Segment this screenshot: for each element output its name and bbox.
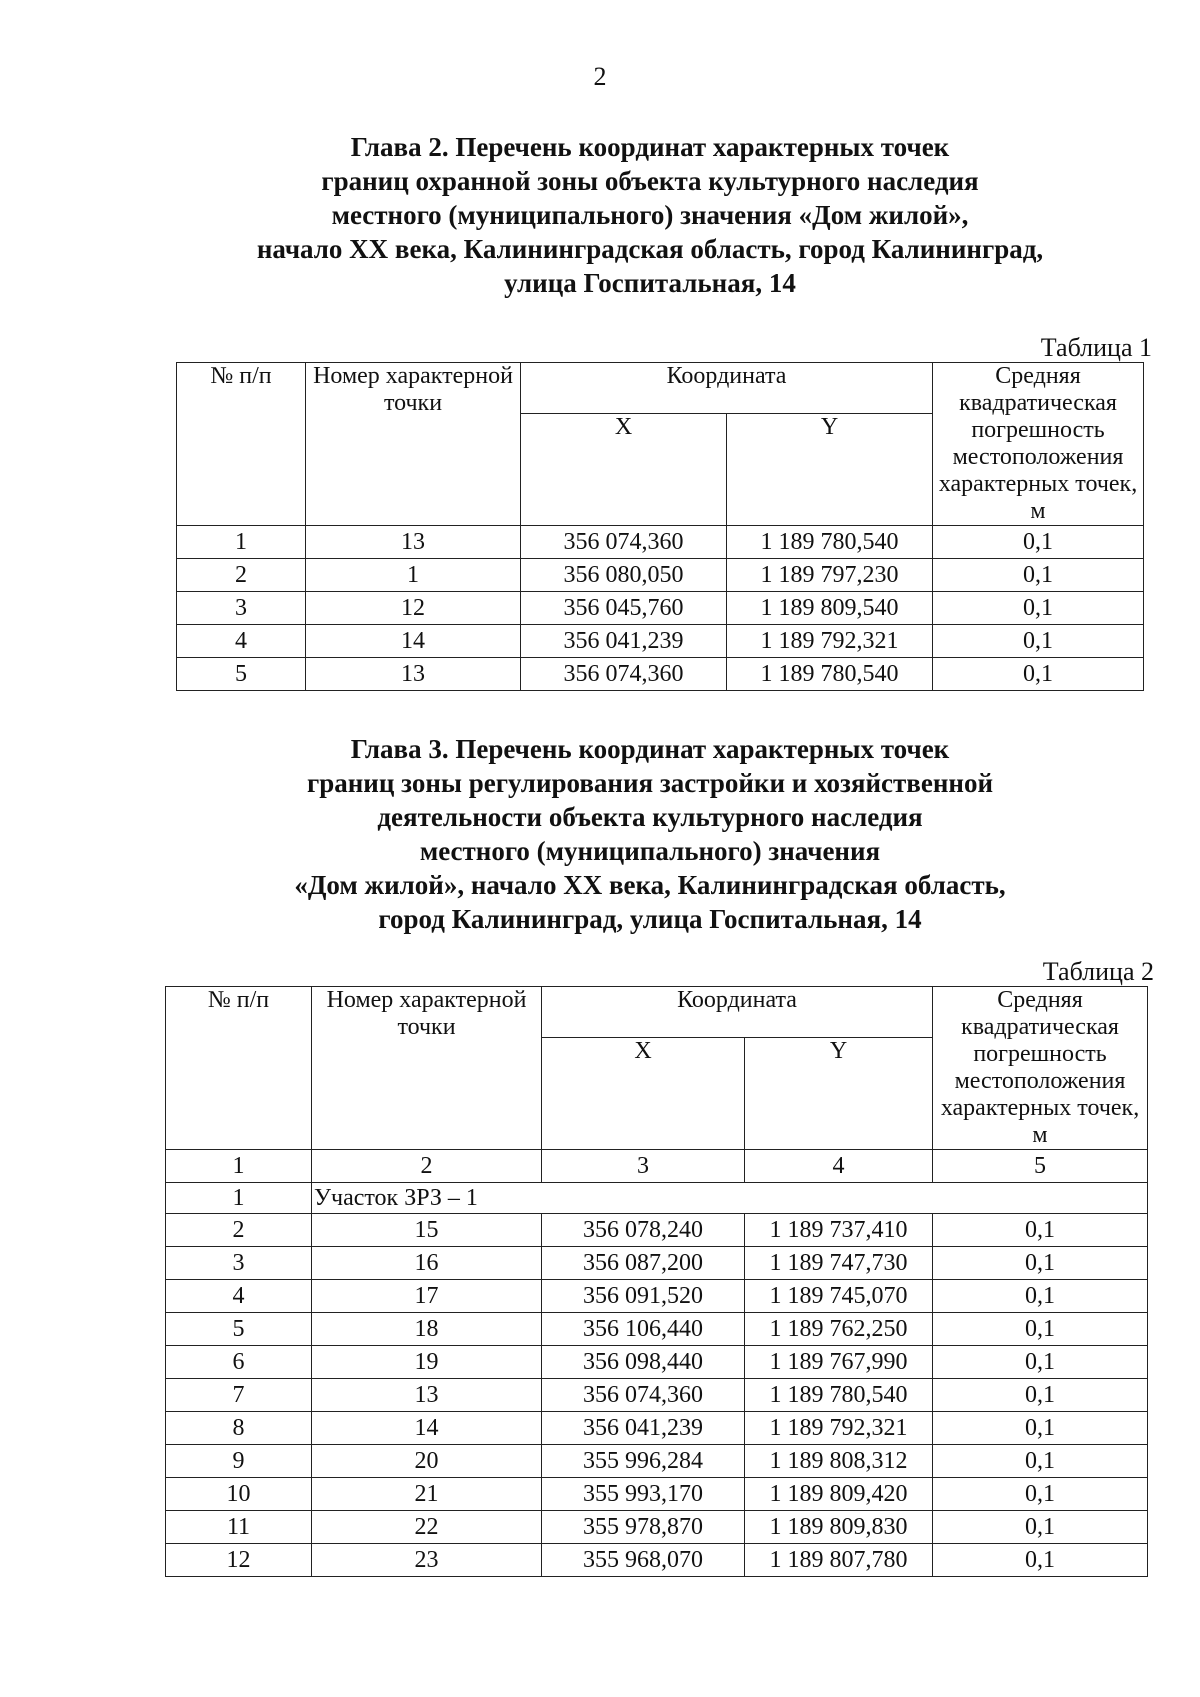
header-y: Y [727,414,933,526]
cell-num: 5 [177,658,306,691]
column-number: 4 [745,1150,933,1183]
cell-error: 0,1 [933,1412,1148,1445]
cell-x: 355 978,870 [542,1511,745,1544]
cell-x: 356 041,239 [521,625,727,658]
title-line: границ зоны регулирования застройки и хозяйственной [306,768,994,798]
chapter-3-title [150,732,1150,936]
cell-error: 0,1 [933,1379,1148,1412]
header-num: № п/п [177,363,306,526]
cell-x: 355 996,284 [542,1445,745,1478]
cell-y: 1 189 797,230 [727,559,933,592]
table-row [177,625,1144,658]
cell-error: 0,1 [933,592,1144,625]
cell-num: 6 [166,1346,312,1379]
title-line: город Калининград, улица Госпитальная, 14 [378,904,922,934]
cell-x: 356 087,200 [542,1247,745,1280]
table-row [166,1544,1148,1577]
table-row [166,1412,1148,1445]
column-number: 5 [933,1150,1148,1183]
cell-error: 0,1 [933,658,1144,691]
cell-num: 10 [166,1478,312,1511]
header-x: X [521,414,727,526]
cell-num: 1 [177,526,306,559]
cell-error: 0,1 [933,1346,1148,1379]
cell-x: 355 968,070 [542,1544,745,1577]
cell-y: 1 189 809,420 [745,1478,933,1511]
cell-point: 14 [312,1412,542,1445]
cell-point: 1 [306,559,521,592]
cell-x: 356 080,050 [521,559,727,592]
cell-x: 355 993,170 [542,1478,745,1511]
cell-error: 0,1 [933,1214,1148,1247]
cell-y: 1 189 747,730 [745,1247,933,1280]
table-row [177,592,1144,625]
cell-x: 356 074,360 [521,658,727,691]
cell-num: 9 [166,1445,312,1478]
cell-point: 18 [312,1313,542,1346]
cell-num: 11 [166,1511,312,1544]
table-row [166,1346,1148,1379]
title-line: улица Госпитальная, 14 [504,268,796,298]
cell-x: 356 091,520 [542,1280,745,1313]
cell-y: 1 189 807,780 [745,1544,933,1577]
cell-error: 0,1 [933,1511,1148,1544]
cell-num: 5 [166,1313,312,1346]
cell-num: 2 [166,1214,312,1247]
header-coordinate: Координата [542,987,933,1038]
section-label: Участок ЗРЗ – 1 [312,1183,1148,1214]
table-2-body [166,1214,1148,1577]
coordinates-table-1 [176,362,1144,691]
cell-x: 356 106,440 [542,1313,745,1346]
column-number: 2 [312,1150,542,1183]
cell-error: 0,1 [933,1544,1148,1577]
cell-y: 1 189 808,312 [745,1445,933,1478]
cell-y: 1 189 745,070 [745,1280,933,1313]
cell-y: 1 189 780,540 [727,526,933,559]
cell-x: 356 098,440 [542,1346,745,1379]
cell-error: 0,1 [933,1280,1148,1313]
cell-point: 12 [306,592,521,625]
title-line: деятельности объекта культурного наследия [377,802,923,832]
header-point: Номер характерной точки [312,987,542,1150]
header-error: Средняя квадратическая погрешность местоположения характерных точек, м [933,987,1148,1150]
cell-point: 16 [312,1247,542,1280]
title-line: «Дом жилой», начало XX века, Калининградская область, [294,870,1006,900]
section-num: 1 [166,1183,312,1214]
title-line: границ охранной зоны объекта культурного наследия [321,166,979,196]
header-coordinate: Координата [521,363,933,414]
table-row [177,658,1144,691]
cell-point: 15 [312,1214,542,1247]
cell-point: 14 [306,625,521,658]
title-line: местного (муниципального) значения «Дом жилой», [331,200,969,230]
cell-error: 0,1 [933,1478,1148,1511]
cell-point: 19 [312,1346,542,1379]
cell-y: 1 189 767,990 [745,1346,933,1379]
cell-point: 13 [306,658,521,691]
cell-point: 23 [312,1544,542,1577]
cell-num: 3 [166,1247,312,1280]
cell-num: 4 [166,1280,312,1313]
cell-y: 1 189 780,540 [745,1379,933,1412]
table-row [166,1511,1148,1544]
cell-num: 8 [166,1412,312,1445]
cell-error: 0,1 [933,559,1144,592]
cell-y: 1 189 809,830 [745,1511,933,1544]
title-line: начало XX века, Калининградская область, город Калининград, [256,234,1044,264]
cell-y: 1 189 762,250 [745,1313,933,1346]
column-number-row [166,1150,1148,1183]
cell-error: 0,1 [933,1445,1148,1478]
title-line: Глава 2. Перечень координат характерных точек [350,132,950,162]
cell-x: 356 041,239 [542,1412,745,1445]
cell-num: 2 [177,559,306,592]
cell-point: 21 [312,1478,542,1511]
cell-y: 1 189 809,540 [727,592,933,625]
cell-y: 1 189 792,321 [727,625,933,658]
column-number: 3 [542,1150,745,1183]
table-row [166,1214,1148,1247]
cell-num: 3 [177,592,306,625]
column-number: 1 [166,1150,312,1183]
cell-point: 20 [312,1445,542,1478]
cell-point: 13 [306,526,521,559]
cell-point: 13 [312,1379,542,1412]
table-row [166,1478,1148,1511]
cell-point: 17 [312,1280,542,1313]
table-row [177,526,1144,559]
cell-num: 4 [177,625,306,658]
table-row [166,1280,1148,1313]
header-num: № п/п [166,987,312,1150]
cell-num: 12 [166,1544,312,1577]
cell-error: 0,1 [933,625,1144,658]
cell-x: 356 078,240 [542,1214,745,1247]
table-row [166,1247,1148,1280]
cell-error: 0,1 [933,526,1144,559]
table-row [166,1313,1148,1346]
table-row [166,1445,1148,1478]
cell-y: 1 189 792,321 [745,1412,933,1445]
chapter-2-title [150,130,1150,300]
header-point: Номер характерной точки [306,363,521,526]
cell-x: 356 074,360 [542,1379,745,1412]
header-error: Средняя квадратическая погрешность местоположения характерных точек, м [933,363,1144,526]
cell-x: 356 074,360 [521,526,727,559]
cell-y: 1 189 737,410 [745,1214,933,1247]
section-row [166,1183,1148,1214]
table-row [166,1379,1148,1412]
page-number: 2 [593,62,607,91]
header-y: Y [745,1038,933,1150]
cell-y: 1 189 780,540 [727,658,933,691]
cell-point: 22 [312,1511,542,1544]
coordinates-table-2 [165,986,1148,1577]
title-line: Глава 3. Перечень координат характерных точек [350,734,950,764]
cell-num: 7 [166,1379,312,1412]
title-line: местного (муниципального) значения [419,836,881,866]
table-1-body [177,526,1144,691]
table-row [177,559,1144,592]
cell-x: 356 045,760 [521,592,727,625]
cell-error: 0,1 [933,1313,1148,1346]
cell-error: 0,1 [933,1247,1148,1280]
table-1-label: Таблица 1 [1040,333,1152,362]
header-x: X [542,1038,745,1150]
table-2-label: Таблица 2 [1042,957,1154,986]
